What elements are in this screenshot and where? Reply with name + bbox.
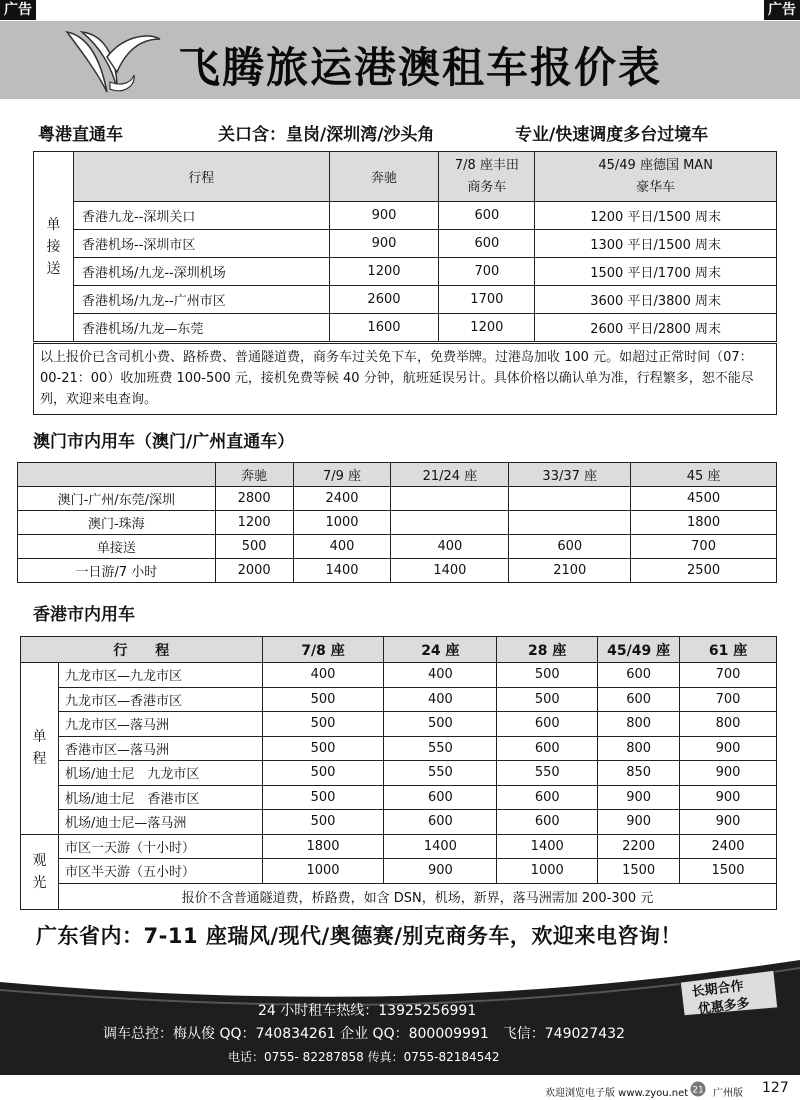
route-cell: 香港机场/九龙--深圳机场 bbox=[73, 258, 329, 286]
price-cell: 900 bbox=[680, 810, 777, 835]
header-cell: 24 座 bbox=[384, 637, 497, 663]
price-cell: 550 bbox=[497, 761, 598, 786]
route-cell: 一日游/7 小时 bbox=[18, 559, 216, 583]
price-cell: 600 bbox=[497, 810, 598, 835]
price-cell: 2400 bbox=[293, 487, 391, 511]
section1-service: 专业/快速调度多台过境车 bbox=[515, 125, 709, 145]
price-cell: 900 bbox=[680, 785, 777, 810]
price-cell: 500 bbox=[497, 663, 598, 688]
price-cell: 900 bbox=[680, 736, 777, 761]
price-cell: 600 bbox=[384, 810, 497, 835]
side-label-single-transfer: 单 接 送 bbox=[34, 152, 74, 342]
route-cell: 九龙市区—九龙市区 bbox=[58, 663, 262, 688]
price-cell: 700 bbox=[680, 663, 777, 688]
price-cell bbox=[391, 511, 509, 535]
price-cell: 600 bbox=[439, 230, 535, 258]
price-cell: 500 bbox=[262, 810, 384, 835]
price-cell: 4500 bbox=[631, 487, 777, 511]
price-cell: 1700 bbox=[439, 286, 535, 314]
price-cell: 800 bbox=[598, 736, 680, 761]
route-cell: 香港机场/九龙--广州市区 bbox=[73, 286, 329, 314]
header-cell bbox=[18, 463, 216, 487]
price-cell: 2200 bbox=[598, 834, 680, 859]
price-cell: 500 bbox=[262, 761, 384, 786]
price-cell: 1400 bbox=[391, 559, 509, 583]
price-cell: 900 bbox=[598, 810, 680, 835]
route-cell: 香港机场--深圳市区 bbox=[73, 230, 329, 258]
price-cell: 1200 bbox=[329, 258, 439, 286]
page-title: 飞腾旅运港澳租车报价表 bbox=[178, 43, 663, 92]
price-cell: 500 bbox=[262, 712, 384, 737]
price-cell: 1500 bbox=[680, 859, 777, 884]
price-cell: 1300 平日/1500 周末 bbox=[535, 230, 777, 258]
price-cell: 700 bbox=[631, 535, 777, 559]
price-cell: 1000 bbox=[262, 859, 384, 884]
price-cell: 400 bbox=[384, 687, 497, 712]
table-row bbox=[34, 286, 777, 314]
header-cell: 45/49 座 bbox=[598, 637, 680, 663]
side-label-sightseeing: 观 光 bbox=[21, 834, 59, 909]
table-row bbox=[21, 663, 777, 688]
price-cell: 2600 平日/2800 周末 bbox=[535, 314, 777, 342]
price-cell: 2800 bbox=[215, 487, 293, 511]
section3-heading: 香港市内用车 bbox=[33, 605, 135, 625]
ad-label-left: 广告 bbox=[0, 0, 36, 20]
price-cell: 600 bbox=[497, 736, 598, 761]
route-cell: 九龙市区—落马洲 bbox=[58, 712, 262, 737]
header-cell: 行 程 bbox=[21, 637, 263, 663]
price-cell: 500 bbox=[497, 687, 598, 712]
price-cell: 1000 bbox=[293, 511, 391, 535]
page-number: 127 bbox=[762, 1080, 789, 1096]
route-cell: 香港九龙--深圳关口 bbox=[73, 202, 329, 230]
table-row bbox=[21, 736, 777, 761]
price-cell: 1600 bbox=[329, 314, 439, 342]
route-cell: 单接送 bbox=[18, 535, 216, 559]
guangdong-service-line: 广东省内：7-11 座瑞风/现代/奥德赛/别克商务车，欢迎来电咨询！ bbox=[36, 924, 682, 948]
header-cell: 28 座 bbox=[497, 637, 598, 663]
phone-fax: 电话：0755- 82287858 传真：0755-82184542 bbox=[228, 1050, 500, 1064]
header-man: 45/49 座德国 MAN 豪华车 bbox=[535, 152, 777, 202]
price-cell: 1500 bbox=[598, 859, 680, 884]
issue-badge-icon bbox=[690, 1081, 706, 1097]
header-cell: 61 座 bbox=[680, 637, 777, 663]
price-cell: 2400 bbox=[680, 834, 777, 859]
table-row bbox=[21, 859, 777, 884]
badge-line2: 优惠多多 bbox=[697, 996, 751, 1018]
issue-number: 21 bbox=[692, 1085, 704, 1096]
header-cell: 奔驰 bbox=[215, 463, 293, 487]
price-cell: 600 bbox=[384, 785, 497, 810]
price-cell: 3600 平日/3800 周末 bbox=[535, 286, 777, 314]
header-benz: 奔驰 bbox=[329, 152, 439, 202]
price-cell: 600 bbox=[497, 785, 598, 810]
price-cell: 1800 bbox=[262, 834, 384, 859]
route-cell: 机场/迪士尼 香港市区 bbox=[58, 785, 262, 810]
price-cell bbox=[509, 511, 631, 535]
section1-heading-row bbox=[38, 120, 778, 144]
header-cell: 33/37 座 bbox=[509, 463, 631, 487]
route-cell: 市区半天游（五小时） bbox=[58, 859, 262, 884]
rental-hotline: 24 小时租车热线：13925256991 bbox=[258, 1003, 477, 1019]
route-cell: 机场/迪士尼 九龙市区 bbox=[58, 761, 262, 786]
page-footer-bar bbox=[0, 1078, 800, 1100]
website-note: 欢迎浏览电子版 www.zyou.net bbox=[545, 1088, 689, 1099]
route-cell: 澳门-珠海 bbox=[18, 511, 216, 535]
route-cell: 九龙市区—香港市区 bbox=[58, 687, 262, 712]
price-cell: 400 bbox=[384, 663, 497, 688]
header-cell: 45 座 bbox=[631, 463, 777, 487]
page-header bbox=[0, 21, 800, 99]
price-cell: 900 bbox=[680, 761, 777, 786]
price-cell: 2000 bbox=[215, 559, 293, 583]
price-cell: 550 bbox=[384, 736, 497, 761]
table-row bbox=[21, 785, 777, 810]
price-cell: 400 bbox=[262, 663, 384, 688]
table-row bbox=[34, 230, 777, 258]
header-cell: 21/24 座 bbox=[391, 463, 509, 487]
price-cell: 600 bbox=[509, 535, 631, 559]
price-cell: 900 bbox=[329, 230, 439, 258]
table-note-row bbox=[21, 883, 777, 909]
edition-label: 广州版 bbox=[713, 1088, 743, 1099]
hongkong-price-table bbox=[20, 636, 777, 910]
price-cell: 500 bbox=[215, 535, 293, 559]
price-cell: 1200 平日/1500 周末 bbox=[535, 202, 777, 230]
section2-heading: 澳门市内用车（澳门/广州直通车） bbox=[33, 432, 295, 452]
route-cell: 香港市区—落马洲 bbox=[58, 736, 262, 761]
price-cell: 500 bbox=[384, 712, 497, 737]
price-cell: 2500 bbox=[631, 559, 777, 583]
price-cell: 1200 bbox=[215, 511, 293, 535]
table-row bbox=[21, 834, 777, 859]
section3-note: 报价不含普通隧道费，桥路费，如含 DSN，机场，新界，落马洲需加 200-300 元 bbox=[58, 883, 776, 909]
cross-border-price-table bbox=[33, 151, 777, 342]
footer-contact-banner bbox=[0, 960, 800, 1075]
price-cell: 600 bbox=[439, 202, 535, 230]
price-cell: 600 bbox=[598, 687, 680, 712]
table-row bbox=[34, 314, 777, 342]
section1-heading: 粤港直通车 bbox=[38, 125, 123, 145]
table-row bbox=[21, 687, 777, 712]
price-cell: 850 bbox=[598, 761, 680, 786]
price-cell: 500 bbox=[262, 785, 384, 810]
price-cell: 800 bbox=[598, 712, 680, 737]
table-header-row bbox=[18, 463, 777, 487]
header-route: 行程 bbox=[73, 152, 329, 202]
table-row bbox=[18, 511, 777, 535]
table-row bbox=[21, 712, 777, 737]
price-cell: 400 bbox=[391, 535, 509, 559]
price-cell: 700 bbox=[680, 687, 777, 712]
table-row bbox=[34, 202, 777, 230]
route-cell: 香港机场/九龙—东莞 bbox=[73, 314, 329, 342]
price-cell: 600 bbox=[497, 712, 598, 737]
dispatch-contact: 调车总控：梅从俊 QQ：740834261 企业 QQ：800009991 飞信：749027432 bbox=[103, 1026, 625, 1042]
header-toyota: 7/8 座丰田 商务车 bbox=[439, 152, 535, 202]
company-logo-icon bbox=[62, 27, 162, 97]
table-row bbox=[18, 559, 777, 583]
price-cell: 700 bbox=[439, 258, 535, 286]
price-cell: 900 bbox=[384, 859, 497, 884]
table-row bbox=[18, 487, 777, 511]
header-cell: 7/8 座 bbox=[262, 637, 384, 663]
price-cell: 900 bbox=[598, 785, 680, 810]
price-cell: 2100 bbox=[509, 559, 631, 583]
route-cell: 机场/迪士尼—落马洲 bbox=[58, 810, 262, 835]
price-cell: 1400 bbox=[384, 834, 497, 859]
ad-label-right: 广告 bbox=[764, 0, 800, 20]
side-label-single-trip: 单 程 bbox=[21, 663, 59, 835]
table-header-row bbox=[34, 152, 777, 202]
price-cell bbox=[391, 487, 509, 511]
section1-checkpoints: 关口含：皇岗/深圳湾/沙头角 bbox=[218, 125, 435, 145]
price-cell: 500 bbox=[262, 687, 384, 712]
price-cell: 1500 平日/1700 周末 bbox=[535, 258, 777, 286]
section1-notes: 以上报价已含司机小费、路桥费、普通隧道费，商务车过关免下车，免费举牌。过港岛加收 100 元。如超过正常时间（07：00-21：00）收加班费 100-500 元，接机免费等候 40 分钟，航班延误另计。具体价格以确认单为准，行程繁多，恕不能尽列，欢迎来电查询。 bbox=[33, 343, 777, 415]
route-cell: 澳门-广州/东莞/深圳 bbox=[18, 487, 216, 511]
price-cell: 500 bbox=[262, 736, 384, 761]
route-cell: 市区一天游（十小时） bbox=[58, 834, 262, 859]
price-cell: 600 bbox=[598, 663, 680, 688]
price-cell bbox=[509, 487, 631, 511]
header-cell: 7/9 座 bbox=[293, 463, 391, 487]
price-cell: 1200 bbox=[439, 314, 535, 342]
price-cell: 1000 bbox=[497, 859, 598, 884]
table-row bbox=[34, 258, 777, 286]
table-row bbox=[18, 535, 777, 559]
table-row bbox=[21, 761, 777, 786]
price-cell: 1400 bbox=[293, 559, 391, 583]
macau-price-table bbox=[17, 462, 777, 583]
badge-line1: 长期合作 bbox=[690, 978, 745, 1001]
table-header-row bbox=[21, 637, 777, 663]
price-cell: 800 bbox=[680, 712, 777, 737]
table-row bbox=[21, 810, 777, 835]
price-cell: 900 bbox=[329, 202, 439, 230]
price-cell: 1800 bbox=[631, 511, 777, 535]
price-cell: 1400 bbox=[497, 834, 598, 859]
price-cell: 2600 bbox=[329, 286, 439, 314]
price-cell: 400 bbox=[293, 535, 391, 559]
price-cell: 550 bbox=[384, 761, 497, 786]
